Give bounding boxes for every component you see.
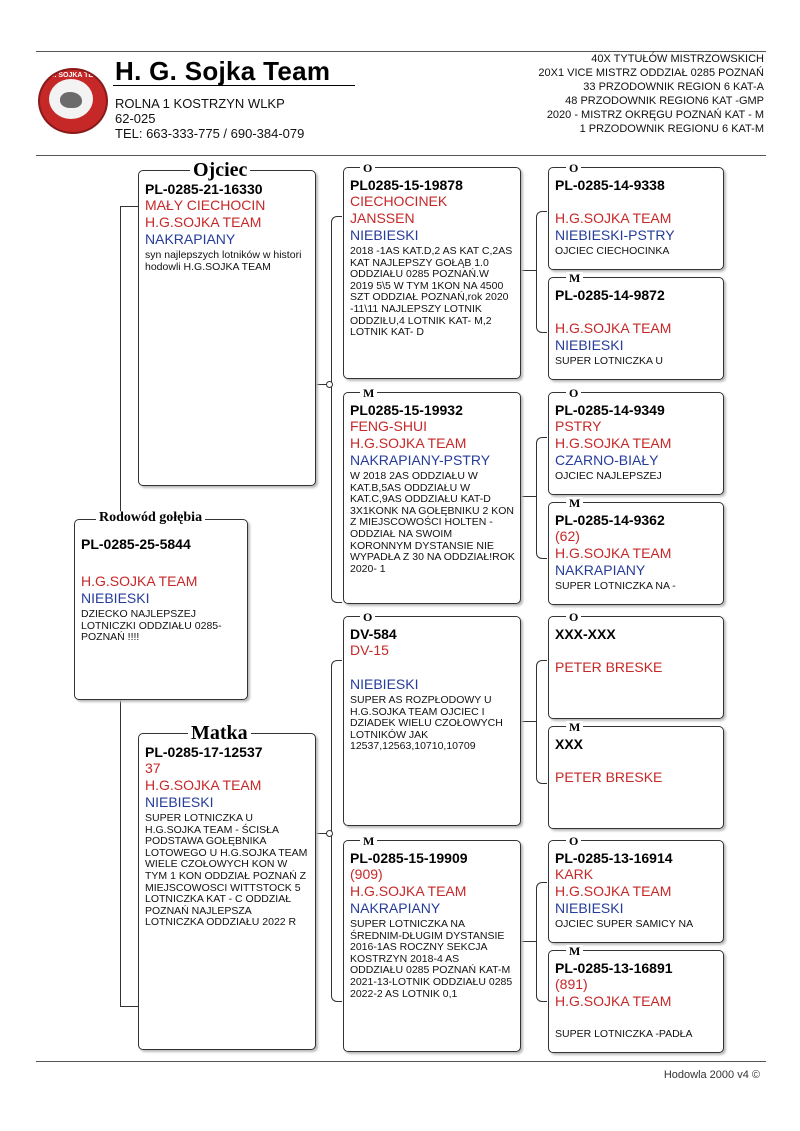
ring-number: PL-0285-17-12537	[145, 744, 263, 760]
mf-sire-card	[548, 616, 724, 719]
ff-sire-card	[548, 167, 724, 270]
mm-dam-card	[548, 950, 724, 1053]
ring-number: PL-0285-14-9872	[555, 287, 665, 303]
pigeon-name: (909)	[350, 866, 383, 882]
description: W 2018 2AS ODDZIAŁU W KAT.B,5AS ODDZIAŁU W KAT.C,9AS ODDZIAŁU KAT-D 3X1KONK NA GOŁĘBNIKU 2 KON Z MIEJSCOWOŚCI HOLTEN -ODDZIAŁ NA SWOIM KORONNYM DYSTANSIE NIE WYPADŁA Z 30 NA ODDZIAŁ!ROK 2020- 1	[350, 470, 515, 575]
description: SUPER LOTNICZKA U	[555, 355, 663, 367]
pigeon-name: FENG-SHUI	[350, 418, 427, 434]
address-line1: ROLNA 1 KOSTRZYN WLKP	[115, 96, 285, 111]
sire-label: O	[566, 162, 581, 174]
breeder: H.G.SOJKA TEAM	[555, 883, 672, 899]
footer-credit: Hodowla 2000 v4 ©	[663, 1069, 760, 1081]
description: OJCIEC CIECHOCINKA	[555, 245, 670, 257]
sire-label: O	[360, 611, 375, 623]
mm-sire-card	[548, 840, 724, 943]
achievement: 20X1 VICE MISTRZ ODDZIAŁ 0285 POZNAŃ	[538, 67, 764, 79]
breeder: PETER BRESKE	[555, 659, 663, 675]
ring-number: PL-0285-15-19909	[350, 850, 468, 866]
team-address	[115, 96, 304, 141]
color: NAKRAPIANY-PSTRY	[350, 452, 491, 468]
ring-number: PL-0285-14-9349	[555, 402, 665, 418]
ring-number: DV-584	[350, 626, 397, 642]
color: NIEBIESKI	[81, 590, 150, 606]
breeder: H.G.SOJKA TEAM	[145, 214, 262, 230]
dam-label: M	[566, 497, 583, 509]
pigeon-icon	[60, 92, 82, 108]
sire-label: O	[566, 387, 581, 399]
description: SUPER LOTNICZKA NA ŚREDNIM-DŁUGIM DYSTANSIE 2016-1AS ROCZNY SEKCJA KOSTRZYN 2018-4 AS ODDZIAŁU 0285 POZNAŃ KAT-M 2021-13-LOTNIK ODDZIAŁU 0285 2022-2 AS LOTNIK 0,1	[350, 918, 513, 1000]
dam-label: M	[360, 835, 377, 847]
description: 2018 -1AS KAT.D,2 AS KAT C,2AS KAT NAJLEPSZY GOŁĄB 1.0 ODDZIAŁU 0285 POZNAŃ.W 2019 5\5 W TYM 1KON NA 4500 SZT ODDZIAŁ POZNAŃ,rok 2020 -11\11 NAJLEPSZY LOTNIK ODDZIŁU,4 LOTNIK KAT- M,2 LOTNIK KAT- D	[350, 245, 513, 339]
color: NIEBIESKI-PSTRY	[555, 227, 675, 243]
breeder: PETER BRESKE	[555, 769, 663, 785]
sire-label: O	[360, 162, 375, 174]
footer-rule	[36, 1061, 766, 1062]
sire-label: O	[566, 611, 581, 623]
breeder: H.G.SOJKA TEAM	[555, 545, 672, 561]
color: NIEBIESKI	[555, 337, 624, 353]
breeder: H.G.SOJKA TEAM	[555, 993, 672, 1009]
ring-number: PL-0285-21-16330	[145, 181, 263, 197]
pigeon-name: PSTRY	[555, 418, 602, 434]
color: NIEBIESKI	[350, 227, 419, 243]
color: NIEBIESKI	[145, 794, 214, 810]
color: NAKRAPIANY	[350, 900, 441, 916]
mf-dam-card	[548, 726, 724, 829]
achievement: 1 PRZODOWNIK REGIONU 6 KAT-M	[579, 123, 764, 135]
achievement-list	[538, 52, 764, 136]
header-rule	[36, 155, 766, 156]
ring-number: PL-0285-13-16914	[555, 850, 673, 866]
mother-label: Matka	[188, 723, 251, 743]
achievement: 48 PRZODOWNIK REGION6 KAT -GMP	[565, 95, 764, 107]
subject-label: Rodowód gołębia	[96, 511, 205, 525]
mother-sire-card	[343, 616, 521, 826]
ring-number: PL-0285-13-16891	[555, 960, 673, 976]
achievement: 40X TYTUŁÓW MISTRZOWSKICH	[591, 53, 764, 65]
sire-label: O	[566, 835, 581, 847]
dam-label: M	[360, 387, 377, 399]
breeder: H.G.SOJKA TEAM	[350, 883, 467, 899]
breeder: H.G.SOJKA TEAM	[81, 573, 198, 589]
ring-number: PL-0285-14-9362	[555, 512, 665, 528]
dam-label: M	[566, 721, 583, 733]
breeder: JANSSEN	[350, 210, 415, 226]
description: SUPER LOTNICZKA NA -	[555, 580, 676, 592]
ff-dam-card	[548, 277, 724, 380]
fm-sire-card	[548, 392, 724, 495]
mother-card	[138, 733, 316, 1050]
mother-dam-card	[343, 840, 521, 1052]
ring-number: PL-0285-25-5844	[81, 536, 191, 552]
pigeon-name: (891)	[555, 976, 588, 992]
achievement: 2020 - MISTRZ OKRĘGU POZNAŃ KAT - M	[546, 109, 764, 121]
breeder: H.G.SOJKA TEAM	[555, 435, 672, 451]
pigeon-name: DV-15	[350, 642, 389, 658]
color: CZARNO-BIAŁY	[555, 452, 659, 468]
pigeon-name: 37	[145, 760, 161, 776]
team-logo	[38, 68, 108, 134]
team-name: H. G. Sojka Team	[115, 56, 331, 86]
pigeon-name: (62)	[555, 528, 580, 544]
phone: TEL: 663-333-775 / 690-384-079	[115, 126, 305, 141]
father-dam-card	[343, 392, 521, 604]
description: DZIECKO NAJLEPSZEJ LOTNICZKI ODDZIAŁU 0285-POZNAŃ !!!!	[81, 608, 222, 644]
ring-number: PL0285-15-19878	[350, 177, 463, 193]
pigeon-name: MAŁY CIECHOCIN	[145, 197, 266, 213]
color: NAKRAPIANY	[555, 562, 646, 578]
color: NIEBIESKI	[350, 676, 419, 692]
pigeon-name: KARK	[555, 866, 594, 882]
ring-number: XXX-XXX	[555, 626, 616, 642]
dam-label: M	[566, 945, 583, 957]
subject-card	[74, 519, 248, 700]
ring-number: XXX	[555, 736, 584, 752]
breeder: H.G.SOJKA TEAM	[555, 210, 672, 226]
dam-label: M	[566, 272, 583, 284]
ring-number: PL0285-15-19932	[350, 402, 463, 418]
father-sire-card	[343, 167, 521, 379]
description: SUPER AS ROZPŁODOWY U H.G.SOJKA TEAM OJCIEC I DZIADEK WIELU CZOŁOWYCH LOTNIKÓW JAK 12537,12563,10710,10709	[350, 694, 503, 753]
logo-text: H.G. SOJKA TEAM	[42, 72, 104, 79]
breeder: H.G.SOJKA TEAM	[350, 435, 467, 451]
description: SUPER LOTNICZKA U H.G.SOJKA TEAM - ŚCISŁA PODSTAWA GOŁĘBNIKA LOTOWEGO U H.G.SOJKA TEAM WIELE CZOŁOWYCH KON W TYM 1 KON ODDZIAŁ POZNAŃ Z MIEJSCOWOSCI WITTSTOCK 5 LOTNICZKA KAT - C ODDZIAŁ POZNAŃ NAJLEPSZA LOTNICZKA ODDZIAŁU 2022 R	[145, 812, 308, 929]
father-card	[138, 170, 316, 486]
ring-number: PL-0285-14-9338	[555, 177, 665, 193]
pigeon-name: CIECHOCINEK	[350, 193, 448, 209]
description: OJCIEC SUPER SAMICY NA	[555, 918, 694, 930]
fm-dam-card	[548, 502, 724, 605]
breeder: H.G.SOJKA TEAM	[145, 777, 262, 793]
description: syn najlepszych lotników w histori hodowli H.G.SOJKA TEAM	[145, 249, 302, 273]
achievement: 33 PRZODOWNIK REGION 6 KAT-A	[583, 81, 764, 93]
breeder: H.G.SOJKA TEAM	[555, 320, 672, 336]
father-label: Ojciec	[190, 160, 250, 180]
description: OJCIEC NAJLEPSZEJ	[555, 470, 662, 482]
color: NIEBIESKI	[555, 900, 624, 916]
color: NAKRAPIANY	[145, 231, 236, 247]
description: SUPER LOTNICZKA -PADŁA	[555, 1028, 693, 1040]
address-line2: 62-025	[115, 111, 156, 126]
